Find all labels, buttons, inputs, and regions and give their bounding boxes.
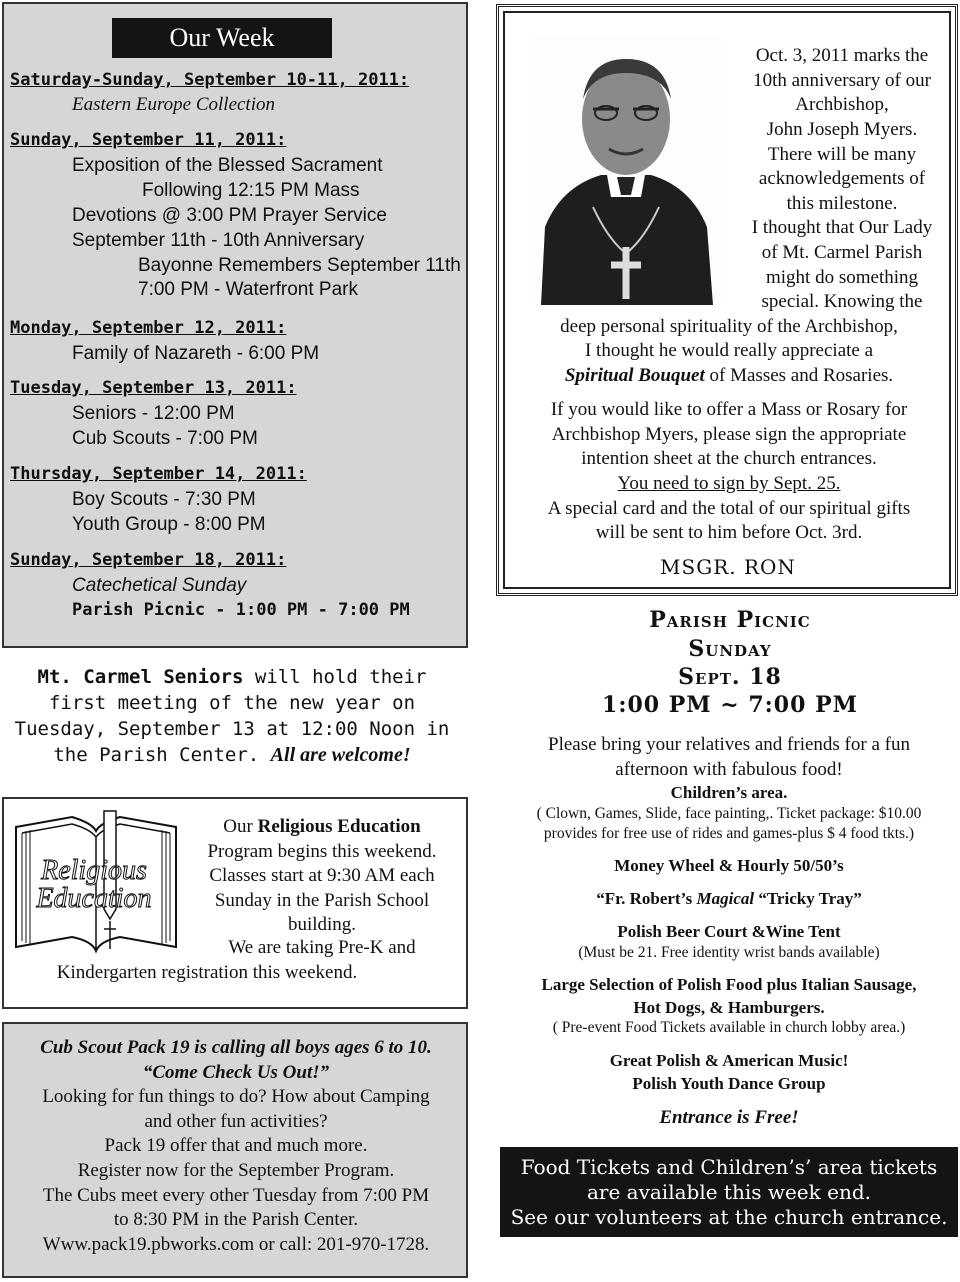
arch-l14: [505, 365, 953, 387]
arch-b5: A special card and the total of our spiritual gifts: [547, 498, 911, 519]
food-l1: Food Tickets and Children’s’ area tickets: [520, 1155, 938, 1179]
sun-item-4: September 11th - 10th Anniversary: [72, 230, 365, 251]
reled-text: [184, 815, 460, 938]
arch-l5: There will be many: [767, 144, 917, 165]
reled-l1b: Religious Education: [257, 816, 421, 837]
arch-l6: acknowledgements of: [758, 168, 926, 189]
reled-l1a: Our: [223, 816, 258, 837]
reled-l6: We are taking Pre-K and: [228, 937, 416, 958]
reled-l3: Classes start at 9:30 AM each: [209, 865, 435, 886]
arch-b2: Archbishop Myers, please sign the appropriate: [551, 424, 907, 445]
book-icon: [12, 809, 180, 959]
archbishop-inner: [503, 11, 951, 589]
cub-l8: to 8:30 PM in the Parish Center.: [113, 1209, 359, 1231]
reled-l7: Kindergarten registration this weekend.: [56, 962, 358, 983]
sun-heading: Sunday, September 11, 2011:: [10, 130, 287, 150]
reled-l4: Sunday in the Parish School: [214, 889, 430, 911]
cub-l3: Looking for fun things to do? How about Camping: [42, 1086, 430, 1108]
picnic-p3: Children’s area.: [670, 783, 788, 802]
our-week-panel: [2, 2, 468, 648]
logo-text-2: Education: [36, 883, 152, 914]
sun-item-6: 7:00 PM - Waterfront Park: [138, 279, 358, 300]
sun2-item-2: Parish Picnic - 1:00 PM - 7:00 PM: [72, 600, 410, 620]
tue-item-2: Cub Scouts - 7:00 PM: [72, 428, 258, 449]
sat-heading: Saturday-Sunday, September 10-11, 2011:: [10, 70, 410, 90]
reled-l2: Program begins this weekend.: [207, 840, 437, 862]
tricky-tray-a: “Fr. Robert’s: [596, 889, 697, 908]
sat-item-1: Eastern Europe Collection: [72, 94, 275, 115]
food-tickets-box: [500, 1147, 958, 1237]
arch-l14b: of Masses and Rosaries.: [704, 365, 894, 386]
picnic-p14: Polish Youth Dance Group: [632, 1074, 826, 1093]
cub-text: [8, 1036, 464, 1257]
arch-l11: special. Knowing the: [761, 291, 923, 312]
tricky-tray-b: Magical: [696, 889, 755, 908]
sun-item-3: Devotions @ 3:00 PM Prayer Service: [72, 205, 387, 226]
seniors-notice: [12, 664, 452, 768]
arch-l2: 10th anniversary of our: [753, 70, 931, 91]
cub-l9: Www.pack19.pbworks.com or call: 201-970-1728.: [42, 1233, 430, 1255]
picnic-time: 1:00 PM ~ 7:00 PM: [602, 692, 858, 718]
arch-l3: Archbishop,: [795, 94, 889, 115]
picnic-title: Parish Picnic: [649, 607, 811, 633]
arch-l4: John Joseph Myers.: [766, 119, 918, 140]
cub-l7: The Cubs meet every other Tuesday from 7:00 PM: [42, 1184, 430, 1206]
seniors-welcome: All are welcome!: [270, 744, 411, 766]
sun-item-5: Bayonne Remembers September 11th: [138, 255, 461, 276]
tricky-tray-c: “Tricky Tray”: [754, 889, 862, 908]
sun2-heading: Sunday, September 18, 2011:: [10, 550, 287, 570]
arch-l1: Oct. 3, 2011 marks the: [755, 45, 929, 66]
seniors-text: will hold their first meeting of the new year on Tuesday, September 13 at 12:00 Noon in the Parish Center.: [14, 666, 450, 766]
arch-l10: might do something: [766, 267, 918, 288]
mon-item-1: Family of Nazareth - 6:00 PM: [72, 343, 320, 364]
mon-heading: Monday, September 12, 2011:: [10, 318, 287, 338]
picnic-p13: Great Polish & American Music!: [609, 1051, 849, 1070]
arch-l9: of Mt. Carmel Parish: [761, 242, 923, 263]
picnic-p4: ( Clown, Games, Slide, face painting,. Ticket package: $10.00: [536, 805, 922, 822]
cub-scout-box: [2, 1022, 468, 1278]
picnic-p6: Money Wheel & Hourly 50/50’s: [614, 856, 844, 875]
sun-item-2: Following 12:15 PM Mass: [142, 180, 360, 201]
spiritual-bouquet: Spiritual Bouquet: [564, 365, 705, 386]
sun-item-1: Exposition of the Blessed Sacrament: [72, 155, 383, 176]
reled-l5: building.: [287, 914, 357, 935]
tue-heading: Tuesday, September 13, 2011:: [10, 378, 297, 398]
cub-l1: Cub Scout Pack 19 is calling all boys ages 6 to 10.: [40, 1037, 432, 1058]
logo-text-1: Religious: [41, 855, 147, 886]
picnic-p5: provides for free use of rides and games-plus $ 4 food tkts.): [543, 825, 915, 842]
cub-l4: and other fun activities?: [144, 1110, 328, 1132]
picnic-p15: Entrance is Free!: [659, 1107, 799, 1128]
arch-b1: If you would like to offer a Mass or Rosary for: [550, 399, 908, 420]
picnic-p8: Polish Beer Court &Wine Tent: [617, 922, 841, 941]
our-week-title: Our Week: [112, 18, 332, 58]
picnic-p10: Large Selection of Polish Food plus Italian Sausage,: [541, 975, 917, 994]
arch-l8: I thought that Our Lady: [751, 217, 933, 238]
food-l2: are available this week end.: [586, 1180, 871, 1204]
archbishop-box: [496, 4, 958, 596]
cub-l2: “Come Check Us Out!”: [142, 1061, 330, 1083]
picnic-date: Sept. 18: [678, 664, 782, 690]
picnic-p11: Hot Dogs, & Hamburgers.: [633, 998, 825, 1017]
arch-l13: I thought he would really appreciate a: [584, 340, 874, 361]
picnic-day: Sunday: [688, 636, 772, 662]
picnic-p1: Please bring your relatives and friends for a fun: [548, 734, 910, 755]
arch-b4: You need to sign by Sept. 25.: [617, 473, 841, 494]
cub-l5: Pack 19 offer that and much more.: [104, 1135, 368, 1157]
thu-item-1: Boy Scouts - 7:30 PM: [72, 489, 256, 510]
seniors-lead: Mt. Carmel Seniors: [37, 666, 244, 688]
thu-heading: Thursday, September 14, 2011:: [10, 464, 307, 484]
arch-b6: will be sent to him before Oct. 3rd.: [595, 522, 863, 543]
arch-b3: intention sheet at the church entrances.: [581, 448, 877, 469]
arch-l7: this milestone.: [786, 193, 898, 214]
signature: MSGR. RON: [660, 555, 796, 579]
religious-education-box: [2, 797, 468, 1009]
picnic-p12: ( Pre-event Food Tickets available in church lobby area.): [552, 1019, 906, 1036]
cub-l6: Register now for the September Program.: [77, 1159, 395, 1181]
picnic-p9: (Must be 21. Free identity wrist bands available): [578, 944, 880, 961]
archbishop-photo: [531, 37, 721, 305]
arch-l12: deep personal spirituality of the Archbishop,: [560, 316, 898, 337]
picnic-p2: afternoon with fabulous food!: [615, 759, 843, 780]
picnic-p7: [498, 889, 960, 909]
tue-item-1: Seniors - 12:00 PM: [72, 403, 235, 424]
sun2-item-1: Catechetical Sunday: [72, 575, 247, 596]
thu-item-2: Youth Group - 8:00 PM: [72, 514, 266, 535]
food-l3: See our volunteers at the church entrance.: [510, 1205, 948, 1229]
